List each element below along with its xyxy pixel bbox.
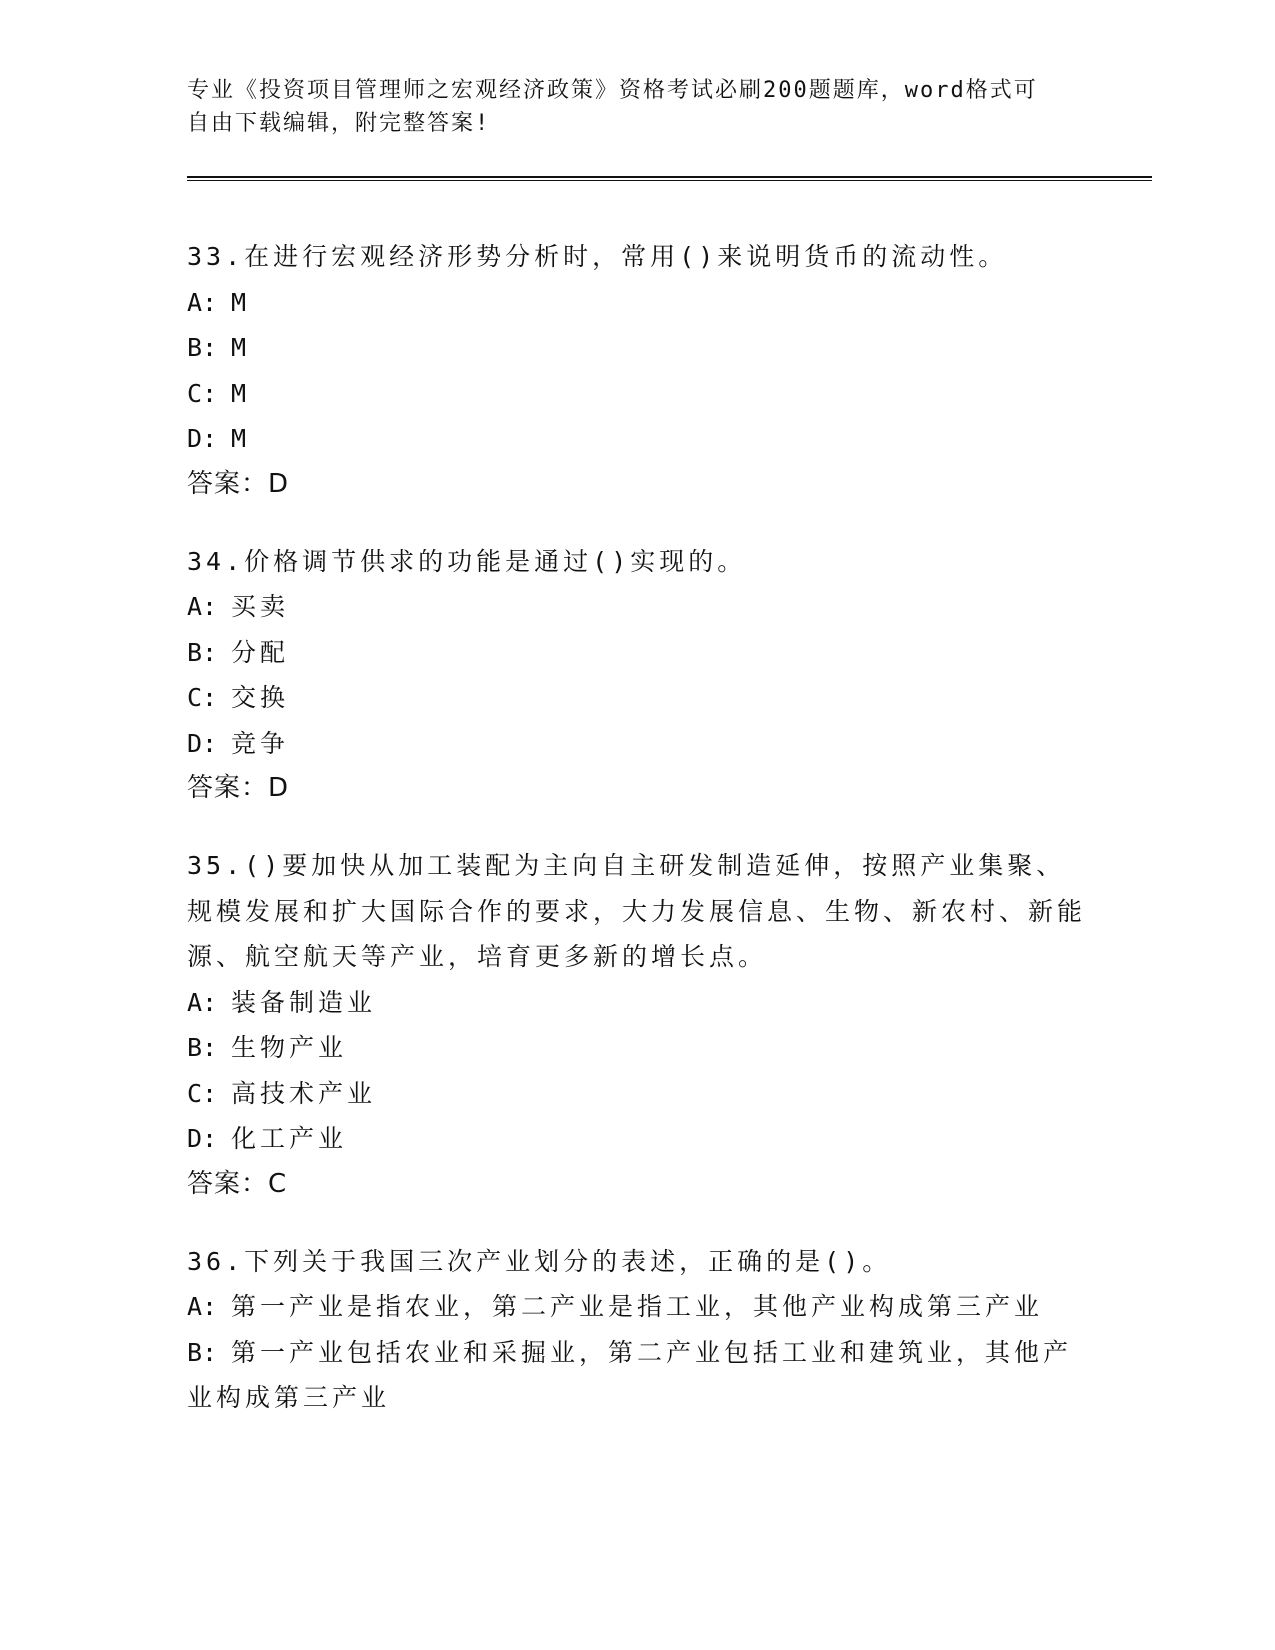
question-34 [187,539,1087,811]
option-text: 竞争 [231,728,290,758]
option-d [187,1116,1087,1162]
option-a [187,280,1087,326]
option-b [187,1330,1087,1421]
answer-value: D [268,773,290,803]
question-text: 33.在进行宏观经济形势分析时，常用()来说明货币的流动性。 [187,242,1008,271]
option-text: M [231,424,251,453]
answer-value: D [268,468,290,499]
option-c [187,675,1087,721]
option-c [187,371,1087,417]
option-text: 交换 [231,683,290,712]
question-text: 34.价格调节供求的功能是通过()实现的。 [187,546,747,576]
header-line-1: 专业《投资项目管理师之宏观经济政策》资格考试必刷200题题库，word格式可 [187,78,1038,103]
question-text: 35.()要加快从加工装配为主向自主研发制造延伸，按照产业集聚、规模发展和扩大国际合作的要求，大力发展信息、生物、新农村、新能源、航空航天等产业，培育更多新的增长点。 [187,851,1087,971]
answer-value: C [268,1168,288,1199]
document-header [187,74,1067,140]
option-letter: D: [187,1124,218,1153]
option-letter: A: [187,287,218,317]
header-divider [187,176,1152,181]
option-text: 生物产业 [231,1033,348,1062]
option-b [187,630,1087,676]
question-35 [187,843,1087,1206]
answer-label: 答案： [187,773,269,803]
option-letter: C: [187,683,218,712]
option-text: 装备制造业 [231,987,377,1017]
answer-label: 答案： [187,1168,269,1199]
option-b [187,325,1087,371]
answer-line [187,766,1087,810]
question-33 [187,234,1087,506]
option-b [187,1025,1087,1071]
option-letter: A: [187,592,218,621]
option-letter: C: [187,1078,218,1108]
option-d [187,416,1087,462]
option-letter: A: [187,1292,218,1321]
option-text: 高技术产业 [231,1078,377,1108]
option-letter: C: [187,378,218,408]
option-letter: B: [187,637,218,667]
question-list [187,234,1087,1454]
option-letter: D: [187,424,218,453]
option-letter: B: [187,1033,218,1062]
option-letter: B: [187,1337,218,1367]
option-text: 化工产业 [231,1124,348,1153]
option-a [187,584,1087,630]
option-text: M [231,287,251,317]
option-text: M [231,333,251,362]
option-text: 分配 [231,637,290,667]
answer-label: 答案： [187,468,269,499]
option-a [187,1284,1087,1330]
question-text: 36.下列关于我国三次产业划分的表述，正确的是()。 [187,1246,892,1276]
option-a [187,980,1087,1026]
option-text: M [231,378,251,408]
header-line-2: 自由下载编辑，附完整答案! [187,111,491,136]
answer-line [187,462,1087,506]
option-letter: A: [187,987,218,1017]
option-text: 第一产业包括农业和采掘业，第二产业包括工业和建筑业，其他产业构成第三产业 [187,1337,1073,1412]
question-36 [187,1239,1087,1421]
answer-line [187,1162,1087,1206]
option-d [187,721,1087,767]
option-text: 买卖 [231,592,290,621]
option-letter: D: [187,728,218,758]
option-text: 第一产业是指农业，第二产业是指工业，其他产业构成第三产业 [231,1292,1044,1321]
option-c [187,1071,1087,1117]
option-letter: B: [187,333,218,362]
